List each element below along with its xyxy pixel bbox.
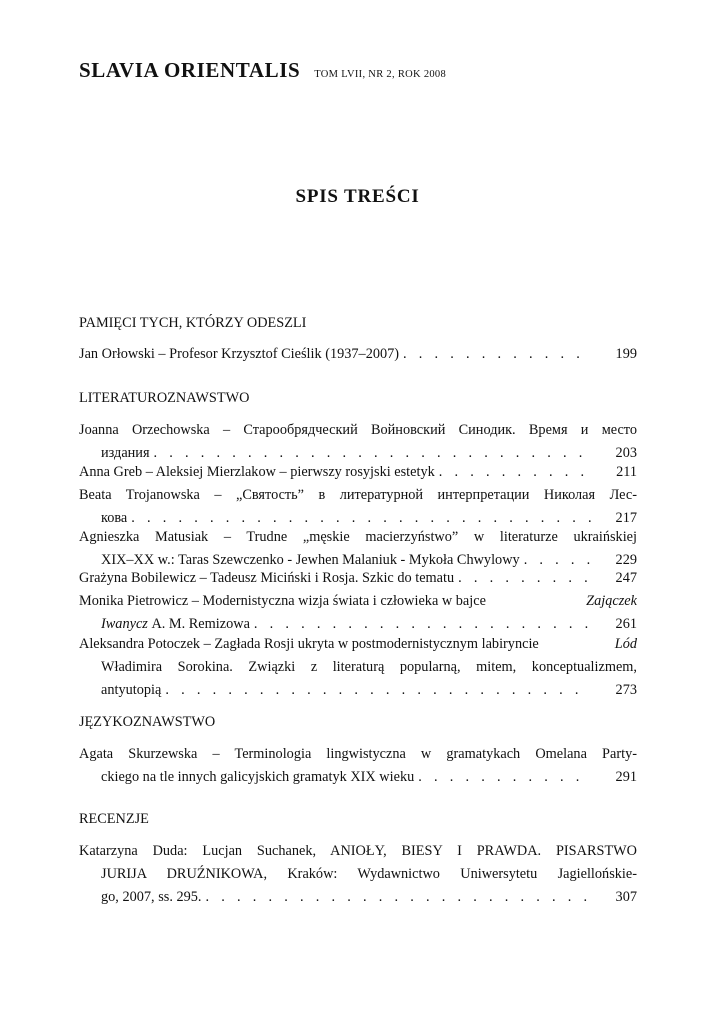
entry-title-italic: Lód (614, 636, 637, 652)
entry-text-rest: A. M. Remizowa (151, 616, 250, 632)
entry-text: ckiego na tle innych galicyjskich gramatyk XIX wieku (101, 769, 415, 785)
entry-text: кова (101, 510, 128, 526)
entry-text: Jan Orłowski – Profesor Krzysztof Cieślik (1937–2007) (79, 346, 400, 362)
toc-entry[interactable] (79, 419, 637, 465)
entry-text: Aleksandra Potoczek – Zagłada Rosji ukryta w postmodernistycznym labiryncie (79, 636, 539, 652)
toc-entry[interactable] (79, 461, 637, 484)
page-number: 203 (615, 445, 637, 461)
dot-leader (439, 461, 591, 484)
page-number: 261 (615, 616, 637, 632)
toc-entry[interactable] (79, 526, 637, 572)
entry-text: Beata Trojanowska – „Святость” в литературной интерпретации Николая Лес- (79, 487, 637, 503)
entry-text: Katarzyna Duda: Lucjan Suchanek, ANIOŁY, BIESY I PRAWDA. PISARSTWO (79, 843, 637, 859)
entry-text: Monika Pietrowicz – Modernistyczna wizja świata i człowieka w bajce (79, 593, 486, 609)
section-heading: LITERATUROZNAWSTWO (79, 390, 250, 406)
toc-entry[interactable] (79, 343, 637, 366)
toc-entry[interactable] (79, 633, 637, 702)
entry-text: Joanna Orzechowska – Старообрядческий Войновский Синодик. Время и место (79, 422, 637, 438)
dot-leader (458, 567, 591, 590)
entry-text: go, 2007, ss. 295. (101, 889, 202, 905)
entry-text: Anna Greb – Aleksiej Mierzlakow – pierwszy rosyjski estetyk (79, 464, 435, 480)
toc-entry[interactable] (79, 590, 637, 636)
entry-text: Agnieszka Matusiak – Trudne „męskie macierzyństwo” w literaturze ukraińskiej (79, 529, 637, 545)
entry-text: Grażyna Bobilewicz – Tadeusz Miciński i Rosja. Szkic do tematu (79, 570, 455, 586)
toc-entry[interactable] (79, 567, 637, 590)
page-number: 273 (615, 682, 637, 698)
dot-leader (165, 679, 591, 702)
section-heading: RECENZJE (79, 811, 149, 827)
entry-text: издания (101, 445, 150, 461)
page-number: 199 (615, 346, 637, 362)
dot-leader (205, 886, 591, 909)
page-number: 211 (616, 464, 637, 480)
journal-title: SLAVIA ORIENTALIS (79, 58, 301, 82)
page-number: 291 (615, 769, 637, 785)
page-number: 247 (615, 570, 637, 586)
entry-text: JURIJA DRUŹNIKOWA, Kraków: Wydawnictwo Uniwersytetu Jagiellońskie- (101, 866, 637, 882)
entry-title-italic-cont: Iwanycz (101, 616, 148, 632)
journal-masthead (79, 58, 446, 83)
entry-text: antyutopią (101, 682, 162, 698)
page-number: 307 (615, 889, 637, 905)
page-number: 229 (615, 552, 637, 568)
page-number: 217 (615, 510, 637, 526)
entry-title-italic: Zajączek (586, 593, 637, 609)
toc-entry[interactable] (79, 840, 637, 909)
toc-entry[interactable] (79, 484, 637, 530)
issue-info: TOM LVII, NR 2, ROK 2008 (314, 69, 447, 80)
toc-entry[interactable] (79, 743, 637, 789)
entry-text: XIX–XX w.: Taras Szewczenko - Jewhen Malaniuk - Mykoła Chwylowy (101, 552, 520, 568)
section-heading: PAMIĘCI TYCH, KTÓRZY ODESZLI (79, 315, 307, 331)
section-heading: JĘZYKOZNAWSTWO (79, 714, 216, 730)
dot-leader (418, 766, 591, 789)
entry-text: Agata Skurzewska – Terminologia lingwistyczna w gramatykach Omelana Party- (79, 746, 637, 762)
page-title: SPIS TREŚCI (295, 186, 420, 207)
dot-leader (403, 343, 591, 366)
entry-text: Władimira Sorokina. Związki z literaturą popularną, mitem, konceptualizmem, (101, 659, 637, 675)
